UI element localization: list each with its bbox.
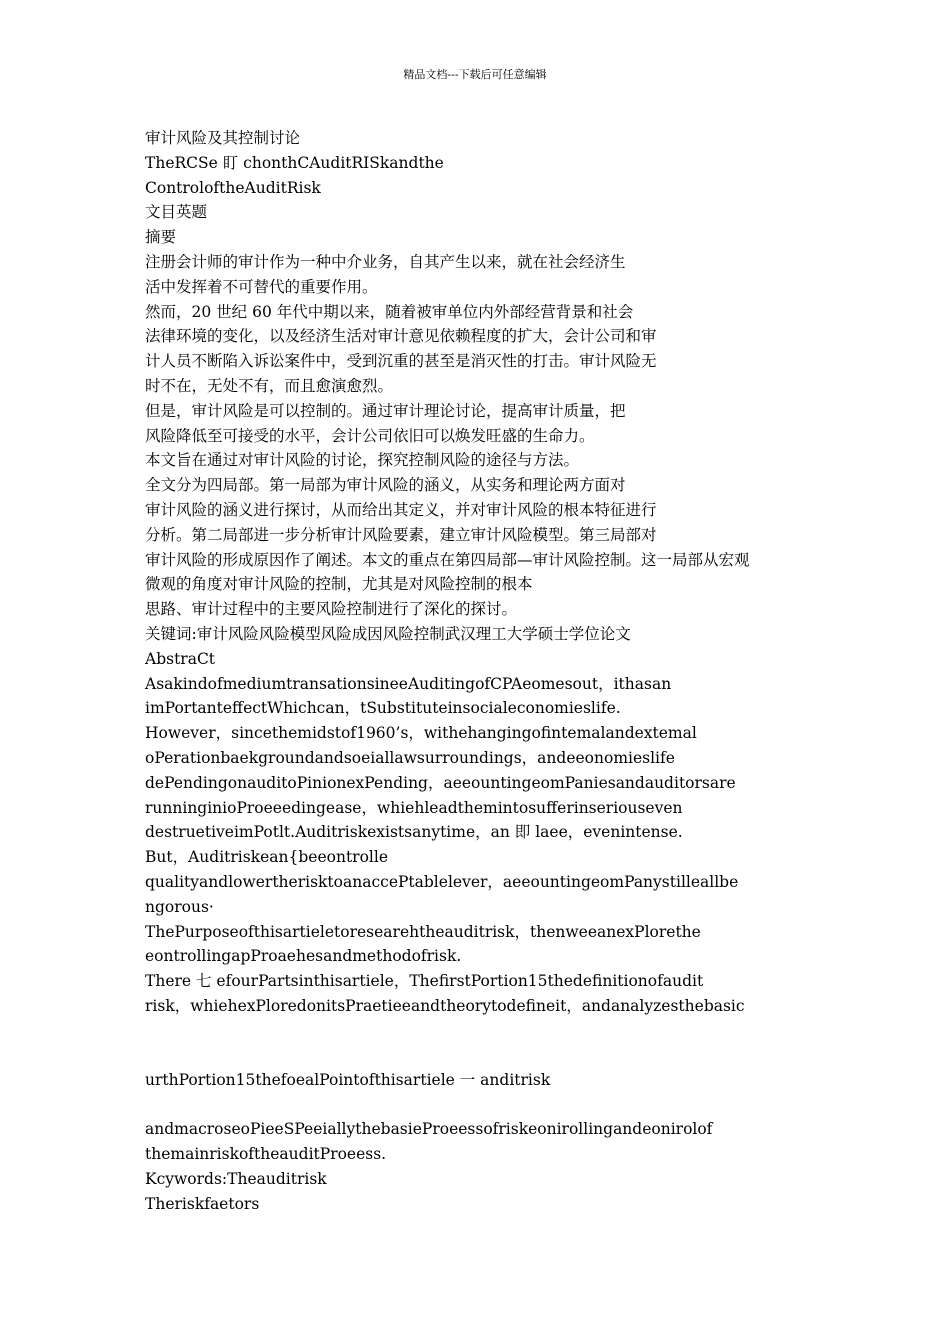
text-block-keywords: [145, 1117, 845, 1216]
text-line: There 七 efourPartsinthisartiele，ThefirstPortion15thedefinitionofaudit: [145, 972, 704, 991]
text-line: 风险降低至可接受的水平，会计公司依旧可以焕发旺盛的生命力。: [145, 426, 595, 445]
text-line: urthPortion15thefoealPointofthisartiele 一 anditrisk: [145, 1070, 551, 1089]
text-line: 全文分为四局部。第一局部为审计风险的涵义，从实务和理论两方面对: [145, 476, 626, 495]
text-line: 微观的角度对审计风险的控制，尤其是对风险控制的根本: [145, 575, 533, 594]
text-line: But，Auditriskean{beeontrolle: [145, 848, 388, 867]
text-line: andmacroseoPieeSPeeiallythebasieProeessofriskeonirollingandeonirolof: [145, 1120, 713, 1139]
text-line: runninginioProeeedingease，whiehleadthemintosufferinseriouseven: [145, 798, 683, 817]
text-line: TheRCSe 盯 chonthCAuditRISkandthe: [145, 153, 444, 172]
text-line: 思路、审计过程中的主要风险控制进行了深化的探讨。: [145, 600, 518, 619]
text-line: Kcywords:Theauditrisk: [145, 1170, 327, 1189]
text-line: themainriskoftheauditProeess.: [145, 1145, 387, 1164]
text-line: 然而，20 世纪 60 年代中期以来，随着被审单位内外部经营背景和社会: [145, 302, 634, 321]
text-line: qualityandlowertherisktoanaccePtablelever，aeeountingeomPanystilleallbe: [145, 872, 739, 891]
text-line: ngorous·: [145, 897, 214, 916]
text-line: destruetiveimPotlt.Auditriskexistsanytime，an 即 laee，evenintense.: [145, 823, 683, 842]
text-line: eontrollingapProaehesandmethodofrisk.: [145, 947, 462, 966]
text-line: 本文旨在通过对审计风险的讨论，探究控制风险的途径与方法。: [145, 451, 580, 470]
text-line: 但是，审计风险是可以控制的。通过审计理论讨论，提高审计质量，把: [145, 401, 626, 420]
text-line: 法律环境的变化，以及经济生活对审计意见依赖程度的扩大，会计公司和审: [145, 327, 657, 346]
text-line: 审计风险及其控制讨论: [145, 129, 301, 147]
text-line: ThePurposeofthisartieletoresearehtheauditrisk，thenweeanexPlorethe: [145, 922, 701, 941]
page-header: 精品文档---下载后可任意编辑: [403, 68, 547, 81]
text-line: 审计风险的涵义进行探讨，从而给出其定义，并对审计风险的根本特征进行: [145, 500, 657, 519]
text-line: 分析。第二局部进一步分析审计风险要素，建立审计风险模型。第三局部对: [145, 525, 657, 544]
text-line: AsakindofmediumtransationsineeAuditingofCPAeomesout，ithasan: [145, 674, 672, 693]
text-line: AbstraCt: [145, 649, 216, 668]
text-line: imPortanteffectWhichcan，tSubstituteinsocialeconomieslife.: [145, 699, 621, 718]
text-line: 计人员不断陷入诉讼案件中，受到沉重的甚至是消灭性的打击。审计风险无: [145, 352, 657, 371]
text-block-main: [145, 126, 845, 1019]
blank-gap: [145, 1092, 845, 1117]
document-body: [145, 126, 845, 1217]
text-line: risk，whiehexPloredonitsPraetieeandtheorytodefineit，andanalyzesthebasic: [145, 996, 745, 1015]
text-line: 注册会计师的审计作为一种中介业务，自其产生以来，就在社会经济生: [145, 252, 626, 271]
text-line: 活中发挥着不可替代的重要作用。: [145, 277, 378, 296]
text-block-fragment: [145, 1068, 845, 1093]
text-line: 文目英题: [145, 203, 208, 222]
text-line: dePendingonauditoPinionexPending，aeeountingeomPaniesandauditorsare: [145, 773, 736, 792]
text-line: oPerationbaekgroundandsoeiallawsurroundings，andeeonomieslife: [145, 748, 675, 767]
text-line: 关键词:审计风险风险模型风险成因风险控制武汉理工大学硕士学位论文: [145, 624, 631, 643]
text-line: 时不在，无处不有，而且愈演愈烈。: [145, 376, 394, 395]
text-line: Theriskfaetors: [145, 1194, 260, 1213]
text-line: ControloftheAuditRisk: [145, 178, 321, 197]
text-line: However，sincethemidstof1960’s，withehangingofintemalandextemal: [145, 724, 697, 743]
text-line: 审计风险的形成原因作了阐述。本文的重点在第四局部—审计风险控制。这一局部从宏观: [145, 550, 750, 569]
blank-gap: [145, 1019, 845, 1068]
text-line: 摘要: [145, 228, 177, 247]
